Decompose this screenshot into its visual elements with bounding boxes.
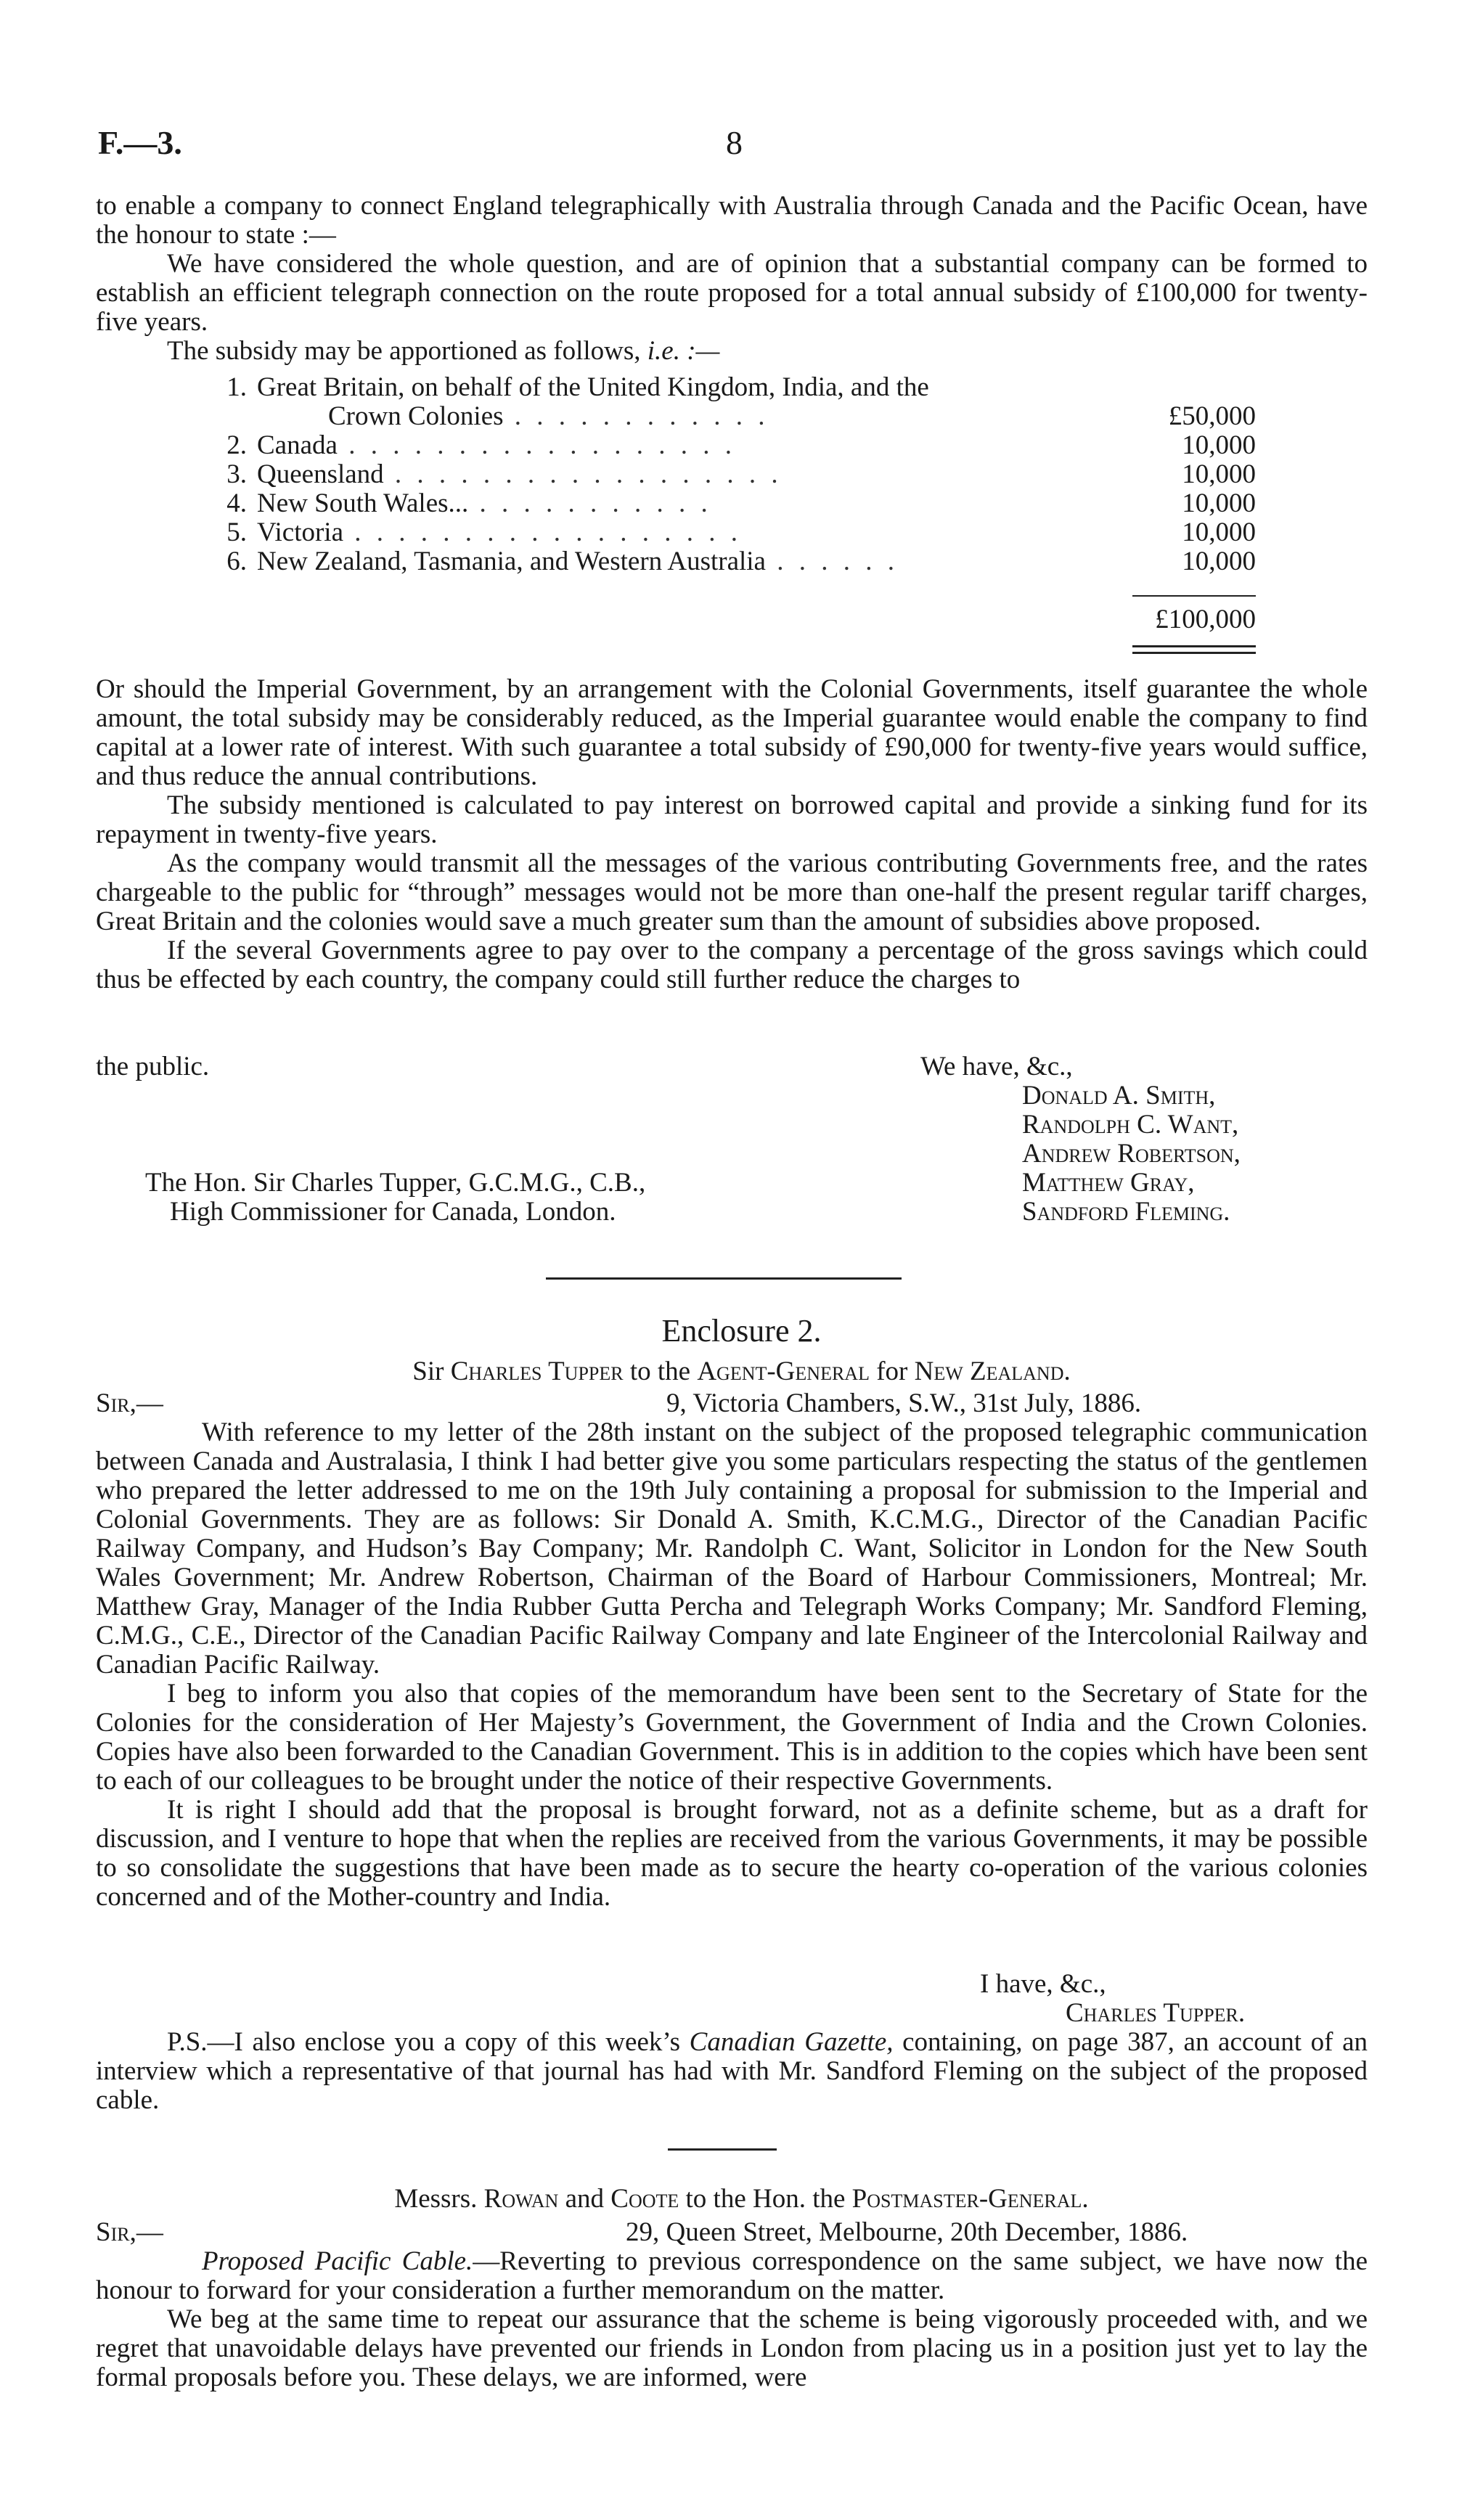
- total-double-rule: [1132, 645, 1256, 654]
- postscript: [96, 2028, 1368, 2115]
- leader-dots: . . . . . . . . . . . .: [503, 402, 769, 431]
- row-amount: 10,000: [1182, 430, 1256, 460]
- letter-address: 29, Queen Street, Melbourne, 20th December, 1886.: [626, 2217, 1188, 2247]
- leader-dots: . . . . . . . . . . .: [468, 489, 712, 518]
- subsidy-total: £100,000: [1155, 605, 1256, 634]
- page-reference: F.—3.: [98, 124, 182, 161]
- letter-heading: Messrs. Rowan and Coote to the Hon. the Postmaster-General.: [394, 2184, 1089, 2214]
- salutation: Sir,—: [96, 1388, 163, 1418]
- enclosure-paragraph-2: I beg to inform you also that copies of the memorandum have been sent to the Secretary of State for the Colonies for the consideration of Her Majesty’s Government, the Government of India and the Crown Colonies. Copies have also been forwarded to the Canadian Government. This is in addition to the copies which have been sent to each of our colleagues to be brought under the notice of their respective Governments.: [96, 1679, 1368, 1796]
- row-label: New Zealand, Tasmania, and Western Australia . . . . . .: [257, 547, 899, 576]
- row-number: 6.: [226, 547, 247, 576]
- leader-dots: . . . . . . . . . . . . . . . . . .: [343, 518, 743, 547]
- row-amount: £50,000: [1168, 401, 1256, 431]
- ie-abbreviation: i.e. :—: [647, 336, 720, 366]
- intro-paragraph-2: We have considered the whole question, and are of opinion that a substantial company can be formed to establish an efficient telegraph connection on the route proposed for a total annual subsidy of £100,000 for twenty-five years.: [96, 249, 1368, 337]
- row-label: Great Britain, on behalf of the United Kingdom, India, and the: [257, 373, 929, 402]
- table-row: [211, 402, 1256, 431]
- letter-body: [96, 675, 1368, 994]
- enclosure-heading: Sir Charles Tupper to the Agent-General for New Zealand.: [412, 1357, 1071, 1386]
- table-row: [211, 460, 1256, 489]
- signatory: Sandford Fleming.: [1022, 1197, 1230, 1227]
- row-number: 5.: [226, 518, 247, 547]
- letter-paragraph-3: As the company would transmit all the messages of the various contributing Governments free, and the rates chargeable to the public for “through” messages would not be more than one-half the present regular tariff charges, Great Britain and the colonies would save a much greater sum than the amount of subsidies above proposed.: [96, 848, 1368, 936]
- table-row: [211, 489, 1256, 518]
- addressee-line: The Hon. Sir Charles Tupper, G.C.M.G., C.B.,: [145, 1168, 646, 1198]
- row-label: Canada . . . . . . . . . . . . . . . . . .: [257, 431, 736, 460]
- row-label: Queensland . . . . . . . . . . . . . . . . . .: [257, 460, 783, 489]
- leader-dots: . . . . . .: [765, 547, 899, 576]
- row-number: 4.: [226, 488, 247, 518]
- row-number: 2.: [226, 430, 247, 460]
- signatory: Randolph C. Want,: [1022, 1110, 1239, 1140]
- enclosure-body: [96, 1418, 1368, 1912]
- enclosure-title: Enclosure 2.: [661, 1313, 822, 1349]
- letter-paragraph-1: Or should the Imperial Government, by an arrangement with the Colonial Governments, itself guarantee the whole amount, the total subsidy may be considerably reduced, as the Imperial guarantee would enable the company to find capital at a lower rate of interest. With such guarantee a total subsidy of £90,000 for twenty-five years would suffice, and thus reduce the annual contributions.: [96, 674, 1368, 791]
- addressee-line: High Commissioner for Canada, London.: [170, 1197, 616, 1227]
- letter3-body: [96, 2247, 1368, 2392]
- table-row: [211, 518, 1256, 547]
- intro-section: [96, 192, 1368, 366]
- letter-paragraph-4: If the several Governments agree to pay over to the company a percentage of the gross savings which could thus be effected by each country, the company could still further reduce the charges to: [96, 936, 1368, 994]
- letter-closing: We have, &c.,: [920, 1052, 1073, 1081]
- enclosure-paragraph-1: With reference to my letter of the 28th instant on the subject of the proposed telegraphic communication between Canada and Australasia, I think I had better give you some particulars respecting the status of the gentlemen who prepared the letter addressed to me on the 19th July containing a proposal for submission to the Imperial and Colonial Governments. They are as follows: Sir Donald A. Smith, K.C.M.G., Director of the Canadian Pacific Railway Company, and Hudson’s Bay Company; Mr. Randolph C. Want, Solicitor in London for the New South Wales Government; Mr. Andrew Robertson, Chairman of the Board of Harbour Commissioners, Montreal; Mr. Matthew Gray, Manager of the India Rubber Gutta Percha and Telegraph Works Company; Mr. Sandford Fleming, C.M.G., C.E., Director of the Canadian Pacific Railway Company and late Engineer of the Intercolonial Railway and Canadian Pacific Railway.: [96, 1418, 1368, 1680]
- enclosure-closing: I have, &c.,: [980, 1969, 1106, 1999]
- letter-paragraph-4-end: the public.: [96, 1052, 210, 1081]
- row-amount: 10,000: [1182, 459, 1256, 489]
- row-number: 1.: [226, 372, 247, 402]
- letter3-paragraph-1: Proposed Pacific Cable.—Reverting to previous correspondence on the same subject, we have now the honour to forward for your consideration a further memorandum on the matter.: [96, 2246, 1368, 2305]
- row-number: 3.: [226, 459, 247, 489]
- enclosure-signature: Charles Tupper.: [1066, 1998, 1246, 2028]
- signatory: Donald A. Smith,: [1022, 1081, 1216, 1110]
- subsidy-table: [211, 373, 1256, 576]
- intro-paragraph-1: to enable a company to connect England telegraphically with Australia through Canada and the Pacific Ocean, have the honour to state :—: [96, 191, 1368, 250]
- signatory: Andrew Robertson,: [1022, 1139, 1241, 1169]
- row-label: Victoria . . . . . . . . . . . . . . . . . .: [257, 518, 743, 547]
- salutation: Sir,—: [96, 2217, 163, 2247]
- row-amount: 10,000: [1182, 488, 1256, 518]
- leader-dots: . . . . . . . . . . . . . . . . . .: [383, 460, 783, 489]
- letter3-paragraph-2: We beg at the same time to repeat our assurance that the scheme is being vigorously proceeded with, and we regret that unavoidable delays have prevented our friends in London from placing us in a position just yet to lay the formal proposals before you. These delays, we are informed, were: [96, 2304, 1368, 2392]
- sum-rule: [1132, 595, 1256, 597]
- postscript-paragraph: P.S.—I also enclose you a copy of this week’s Canadian Gazette, containing, on page 387, an account of an interview which a representative of that journal has had with Mr. Sandford Fleming on the subject of the proposed cable.: [96, 2027, 1368, 2115]
- page-number: 8: [726, 124, 743, 161]
- section-divider: [546, 1277, 902, 1280]
- letter-paragraph-2: The subsidy mentioned is calculated to pay interest on borrowed capital and provide a sinking fund for its repayment in twenty-five years.: [96, 790, 1368, 849]
- row-label: Crown Colonies . . . . . . . . . . . .: [328, 402, 769, 431]
- row-amount: 10,000: [1182, 547, 1256, 576]
- leader-dots: . . . . . . . . . . . . . . . . . .: [337, 431, 736, 460]
- table-row: [211, 547, 1256, 576]
- row-amount: 10,000: [1182, 518, 1256, 547]
- signatory: Matthew Gray,: [1022, 1168, 1195, 1198]
- short-divider: [668, 2148, 777, 2151]
- letter-address: 9, Victoria Chambers, S.W., 31st July, 1886.: [666, 1388, 1142, 1418]
- row-label: New South Wales... . . . . . . . . . . .: [257, 489, 712, 518]
- intro-paragraph-3: The subsidy may be apportioned as follows, i.e. :—: [167, 336, 720, 366]
- table-row: [211, 431, 1256, 460]
- enclosure-paragraph-3: It is right I should add that the proposal is brought forward, not as a definite scheme, but as a draft for discussion, and I venture to hope that when the replies are received from the various Governments, it may be possible to so consolidate the suggestions that have been made as to secure the hearty co-operation of the various colonies concerned and of the Mother-country and India.: [96, 1795, 1368, 1912]
- table-row: [211, 373, 1256, 402]
